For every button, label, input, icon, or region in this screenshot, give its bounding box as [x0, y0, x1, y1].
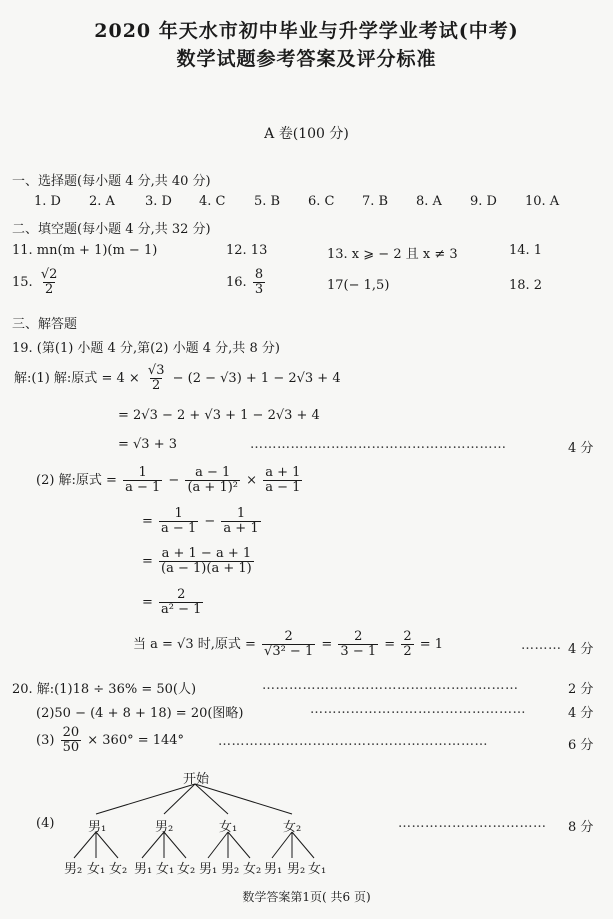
section-choice-heading: 一、选择题(每小题 4 分,共 40 分) [12, 174, 211, 189]
tree-leaf: 女₂ [109, 862, 128, 877]
q19-part2-line-5: 当 a = √3 时,原式 = $\frac{2}{\text{√3² − 1}}$ = $\frac{2}{3 - 1}$ = $\frac{2}{2}$ = 1 [133, 629, 444, 659]
q19-part2-line-1: (2) 解:原式 = $\frac{1}{a - 1}$ − $\frac{a - 1}{\text{(a + 1)²}}$ × $\frac{a + 1}{a - 1}$ [36, 465, 301, 495]
fraction: $\frac{2}{3 - 1}$ [340, 629, 377, 659]
page-footer: 数学答案第1页( 共6 页) [242, 890, 371, 904]
score-label: 8 分 [568, 820, 594, 835]
q20-line-3: (3) $\frac{20}{50}$ × 360° = 144° [36, 725, 185, 755]
fraction: $\frac{1}{a - 1}$ [161, 506, 197, 536]
score-label: 4 分 [568, 642, 594, 657]
fraction: $\frac{a + 1}{a - 1}$ [265, 465, 301, 495]
tree-node: 男₁ [88, 820, 107, 835]
score-dots: ………………………………………………… [250, 437, 507, 452]
fill-answer-15: 15. $\frac{√2}{2}$ [12, 267, 58, 297]
tree-node: 女₁ [219, 820, 238, 835]
fill-answer-11: 11. mn(m + 1)(m − 1) [12, 243, 158, 258]
fraction: $\frac{20}{50}$ [62, 725, 80, 755]
tree-node: 女₂ [283, 820, 302, 835]
score-dots: ………………………………………… [310, 702, 526, 717]
choice-answer: 4. C [199, 194, 226, 209]
fraction: $\frac{2}{2}$ [403, 629, 412, 659]
score-dots: ………………………………………………… [262, 678, 519, 693]
fill-answer-18: 18. 2 [509, 278, 543, 293]
tree-leaf: 男₁ [199, 862, 218, 877]
tree-node: 男₂ [155, 820, 174, 835]
score-label: 2 分 [568, 682, 594, 697]
choice-answer: 1. D [34, 194, 61, 209]
section-solve-heading: 三、解答题 [12, 317, 78, 332]
score-dots: …………………………………………………… [218, 734, 488, 749]
fill-answer-17: 17(− 1,5) [327, 278, 390, 293]
fraction: $\frac{8}{3}$ [254, 267, 264, 297]
tree-leaf: 男₁ [264, 862, 283, 877]
fraction: $\frac{2}{\text{a² − 1}}$ [161, 587, 202, 617]
score-label: 4 分 [568, 441, 594, 456]
fill-answer-13: 13. x ⩾ − 2 且 x ≠ 3 [327, 247, 458, 262]
fraction: $\frac{a + 1 - a + 1}{(a - 1)(a + 1)}$ [161, 546, 252, 576]
choice-answer: 7. B [362, 194, 389, 209]
q20-line-1: 20. 解:(1)18 ÷ 36% = 50(人) [12, 682, 197, 697]
fill-answer-14: 14. 1 [509, 243, 543, 258]
choice-answer: 6. C [308, 194, 335, 209]
score-label: 4 分 [568, 706, 594, 721]
fill-answer-12: 12. 13 [226, 243, 268, 258]
volume-heading: A 卷(100 分) [264, 126, 349, 142]
tree-leaf: 女₁ [156, 862, 175, 877]
fraction: $\frac{a - 1}{\text{(a + 1)²}}$ [187, 465, 239, 495]
score-dots: …………………………… [398, 816, 547, 831]
tree-leaf: 男₂ [64, 862, 83, 877]
tree-leaf: 女₂ [243, 862, 262, 877]
tree-leaf: 男₂ [221, 862, 240, 877]
score-dots: ……… [521, 638, 562, 653]
q19-line-1: 解:(1) 解:原式 = 4 × $\frac{√3}{2}$ − (2 − √3) + 1 − 2√3 + 4 [14, 363, 341, 393]
q19-part2-line-4: = $\frac{2}{\text{a² − 1}}$ [142, 587, 202, 617]
section-fill-heading: 二、填空题(每小题 4 分,共 32 分) [12, 222, 211, 237]
fraction: $\frac{√3}{2}$ [147, 363, 165, 393]
fraction: $\frac{√2}{2}$ [40, 267, 58, 297]
tree-root: 开始 [183, 772, 210, 787]
q19-part2-line-3: = $\frac{a + 1 - a + 1}{(a - 1)(a + 1)}$ [142, 546, 252, 576]
fraction: $\frac{1}{a + 1}$ [223, 506, 259, 536]
tree-leaf: 女₂ [177, 862, 196, 877]
q20-line-2: (2)50 − (4 + 8 + 18) = 20(图略) [36, 706, 244, 721]
choice-answer: 3. D [145, 194, 172, 209]
tree-leaf: 男₂ [287, 862, 306, 877]
q19-part2-line-2: = $\frac{1}{a - 1}$ − $\frac{1}{a + 1}$ [142, 506, 259, 536]
tree-leaf: 女₁ [87, 862, 106, 877]
choice-answer: 9. D [470, 194, 497, 209]
q20-part4-label: (4) [36, 816, 55, 831]
fraction: $\frac{2}{\text{√3² − 1}}$ [264, 629, 314, 659]
tree-leaf: 男₁ [134, 862, 153, 877]
score-label: 6 分 [568, 738, 594, 753]
fill-answer-16: 16. $\frac{8}{3}$ [226, 267, 264, 297]
choice-answer: 8. A [416, 194, 442, 209]
fraction: $\frac{1}{a - 1}$ [125, 465, 161, 495]
title-line-2: 数学试题参考答案及评分标准 [176, 48, 437, 70]
q19-line-3: = √3 + 3 [118, 437, 178, 452]
choice-answer: 2. A [89, 194, 115, 209]
choice-answer: 5. B [254, 194, 281, 209]
tree-leaf: 女₁ [308, 862, 327, 877]
choice-answer: 10. A [525, 194, 560, 209]
q19-line-2: = 2√3 − 2 + √3 + 1 − 2√3 + 4 [118, 408, 320, 423]
q19-heading: 19. (第(1) 小题 4 分,第(2) 小题 4 分,共 8 分) [12, 341, 280, 356]
title-line-1: 2020 年天水市初中毕业与升学学业考试(中考) [94, 20, 519, 42]
